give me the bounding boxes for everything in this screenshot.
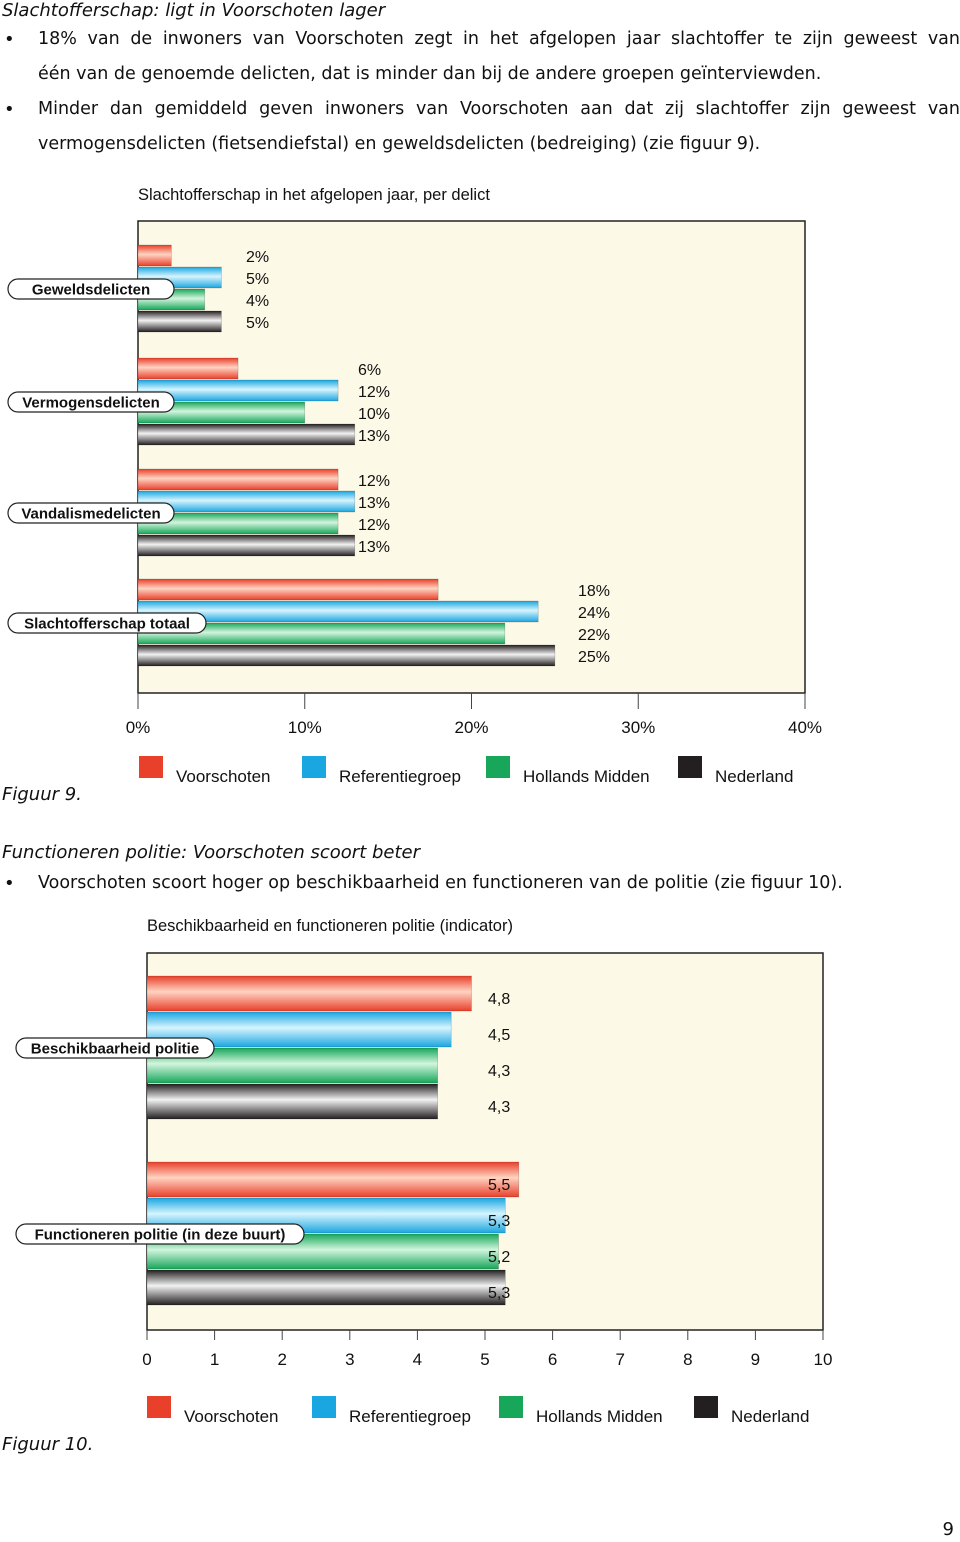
bar <box>138 358 238 379</box>
legend-label: Nederland <box>731 1407 810 1426</box>
legend-swatch <box>694 1396 718 1418</box>
x-tick-label: 6 <box>547 1350 558 1369</box>
data-label: 13% <box>358 428 391 446</box>
legend-swatch <box>499 1396 523 1418</box>
bar <box>138 245 171 266</box>
data-label: 5,2 <box>488 1249 511 1267</box>
page-number: 9 <box>942 1519 954 1540</box>
bullet-item <box>2 22 960 92</box>
bar <box>138 311 221 332</box>
legend-label: Hollands Midden <box>536 1407 663 1426</box>
chart-title: Slachtofferschap in het afgelopen jaar, per delict <box>138 186 490 204</box>
x-tick-label: 9 <box>750 1350 761 1369</box>
data-label: 13% <box>358 495 391 513</box>
data-label: 5,5 <box>488 1177 511 1195</box>
figure-10-chart <box>0 940 960 1440</box>
figure-caption: Figuur 9. <box>2 784 82 805</box>
data-label: 4% <box>246 293 270 311</box>
bullet-text-line: 18% van de inwoners van Voorschoten zegt in het afgelopen jaar slachtoffer te zijn geweest van <box>38 29 960 49</box>
data-label: 5,3 <box>488 1213 511 1231</box>
data-label: 4,5 <box>488 1027 511 1045</box>
data-label: 4,3 <box>488 1099 511 1117</box>
x-tick-label: 0 <box>142 1350 152 1369</box>
data-label: 25% <box>578 649 611 667</box>
bullet-text-line: Minder dan gemiddeld geven inwoners van Voorschoten aan dat zij slachtoffer zijn geweest van <box>38 99 960 119</box>
legend-swatch <box>312 1396 336 1418</box>
section-heading-functioneren-politie: Functioneren politie: Voorschoten scoort beter <box>2 842 421 863</box>
x-tick-label: 0% <box>125 718 151 737</box>
figure-9-chart <box>0 205 960 805</box>
x-tick-label: 10% <box>287 718 322 737</box>
x-tick-label: 5 <box>480 1350 490 1369</box>
bar <box>138 645 555 666</box>
category-label: Geweldsdelicten <box>31 281 151 299</box>
x-tick-label: 20% <box>454 718 489 737</box>
x-tick-label: 30% <box>621 718 656 737</box>
bar <box>147 1270 505 1305</box>
legend-label: Hollands Midden <box>523 767 650 786</box>
bullet-icon: • <box>4 29 15 50</box>
data-label: 5,3 <box>488 1285 511 1303</box>
figure-caption: Figuur 10. <box>2 1434 94 1455</box>
x-tick-label: 7 <box>615 1350 625 1369</box>
bar <box>147 1162 519 1197</box>
x-tick-label: 3 <box>345 1350 355 1369</box>
legend-swatch <box>147 1396 171 1418</box>
bullet-item <box>2 866 960 901</box>
category-label: Slachtofferschap totaal <box>24 615 190 633</box>
x-tick-label: 10 <box>813 1350 833 1369</box>
x-tick-label: 8 <box>683 1350 693 1369</box>
category-label: Functioneren politie (in deze buurt) <box>34 1226 286 1244</box>
data-label: 13% <box>358 539 391 557</box>
chart-title: Beschikbaarheid en functioneren politie (indicator) <box>147 917 513 935</box>
legend-swatch <box>302 756 326 778</box>
category-label: Vermogensdelicten <box>22 394 160 412</box>
bullet-icon: • <box>4 873 15 894</box>
bar <box>147 1084 438 1119</box>
data-label: 12% <box>358 473 391 491</box>
data-label: 2% <box>246 249 270 267</box>
data-label: 10% <box>358 406 391 424</box>
x-tick-label: 40% <box>787 718 823 737</box>
bullet-text-line: vermogensdelicten (fietsendiefstal) en geweldsdelicten (bedreiging) (zie figuur 9). <box>38 134 761 154</box>
legend-label: Referentiegroep <box>339 767 461 786</box>
legend-label: Nederland <box>715 767 794 786</box>
data-label: 24% <box>578 605 611 623</box>
data-label: 4,3 <box>488 1063 511 1081</box>
bullet-text-line: één van de genoemde delicten, dat is minder dan bij de andere groepen geïnterviewden. <box>38 64 822 84</box>
bar <box>138 535 355 556</box>
legend-label: Voorschoten <box>184 1407 279 1426</box>
x-tick-label: 2 <box>277 1350 287 1369</box>
category-label: Beschikbaarheid politie <box>30 1040 200 1058</box>
legend-label: Referentiegroep <box>349 1407 471 1426</box>
legend-swatch <box>486 756 510 778</box>
bullet-item <box>2 92 960 162</box>
data-label: 22% <box>578 627 611 645</box>
bar <box>147 976 471 1011</box>
data-label: 5% <box>246 271 270 289</box>
data-label: 12% <box>358 384 391 402</box>
bar <box>138 424 355 445</box>
legend-swatch <box>139 756 163 778</box>
x-tick-label: 1 <box>209 1350 220 1369</box>
data-label: 5% <box>246 315 270 333</box>
bullet-text-line: Voorschoten scoort hoger op beschikbaarheid en functioneren van de politie (zie figuur 10). <box>38 873 843 893</box>
data-label: 4,8 <box>488 991 511 1009</box>
legend-label: Voorschoten <box>176 767 271 786</box>
data-label: 18% <box>578 583 611 601</box>
legend-swatch <box>678 756 702 778</box>
x-tick-label: 4 <box>412 1350 423 1369</box>
category-label: Vandalismedelicten <box>21 505 161 523</box>
bullet-icon: • <box>4 99 15 120</box>
data-label: 12% <box>358 517 391 535</box>
bar <box>138 579 438 600</box>
section-heading-slachtofferschap: Slachtofferschap: ligt in Voorschoten lager <box>2 0 386 21</box>
bar <box>138 469 338 490</box>
data-label: 6% <box>358 362 382 380</box>
